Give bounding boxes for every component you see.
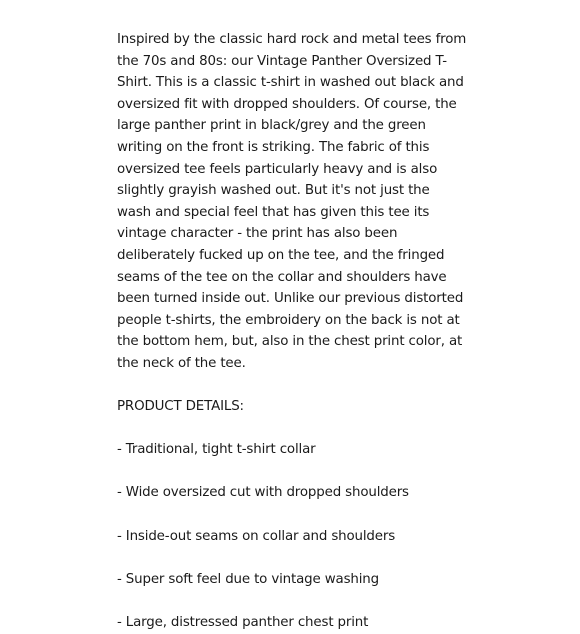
- detail-item-print: - Large, distressed panther chest print: [117, 615, 369, 631]
- detail-item-collar: - Traditional, tight t-shirt collar: [117, 442, 316, 458]
- product-description: [117, 29, 467, 634]
- detail-item-feel: - Super soft feel due to vintage washing: [117, 571, 379, 587]
- description-paragraph: Inspired by the classic hard rock and metal tees from the 70s and 80s: our Vintage Panther Oversized T-Shirt. This is a classic t-shirt in washed out black and oversized fit with dropped shoulders. Of course, the large panther print in black/grey and the green writing on the front is striking. The fabric of this oversized tee feels particularly heavy and is also slightly grayish washed out. But it's not just the wash and special feel that has given this tee its vintage character - the print has also been deliberately fucked up on the tee, and the fringed seams of the tee on the collar and shoulders have been turned inside out. Unlike our previous distorted people t-shirts, the embroidery on the back is not at the bottom hem, but, also in the chest print color, at the neck of the tee.: [117, 32, 467, 371]
- detail-item-seams: - Inside-out seams on collar and shoulders: [117, 528, 396, 544]
- product-details-list: [117, 439, 467, 633]
- product-details-heading: PRODUCT DETAILS:: [117, 399, 244, 415]
- detail-item-cut: - Wide oversized cut with dropped shoulders: [117, 485, 409, 501]
